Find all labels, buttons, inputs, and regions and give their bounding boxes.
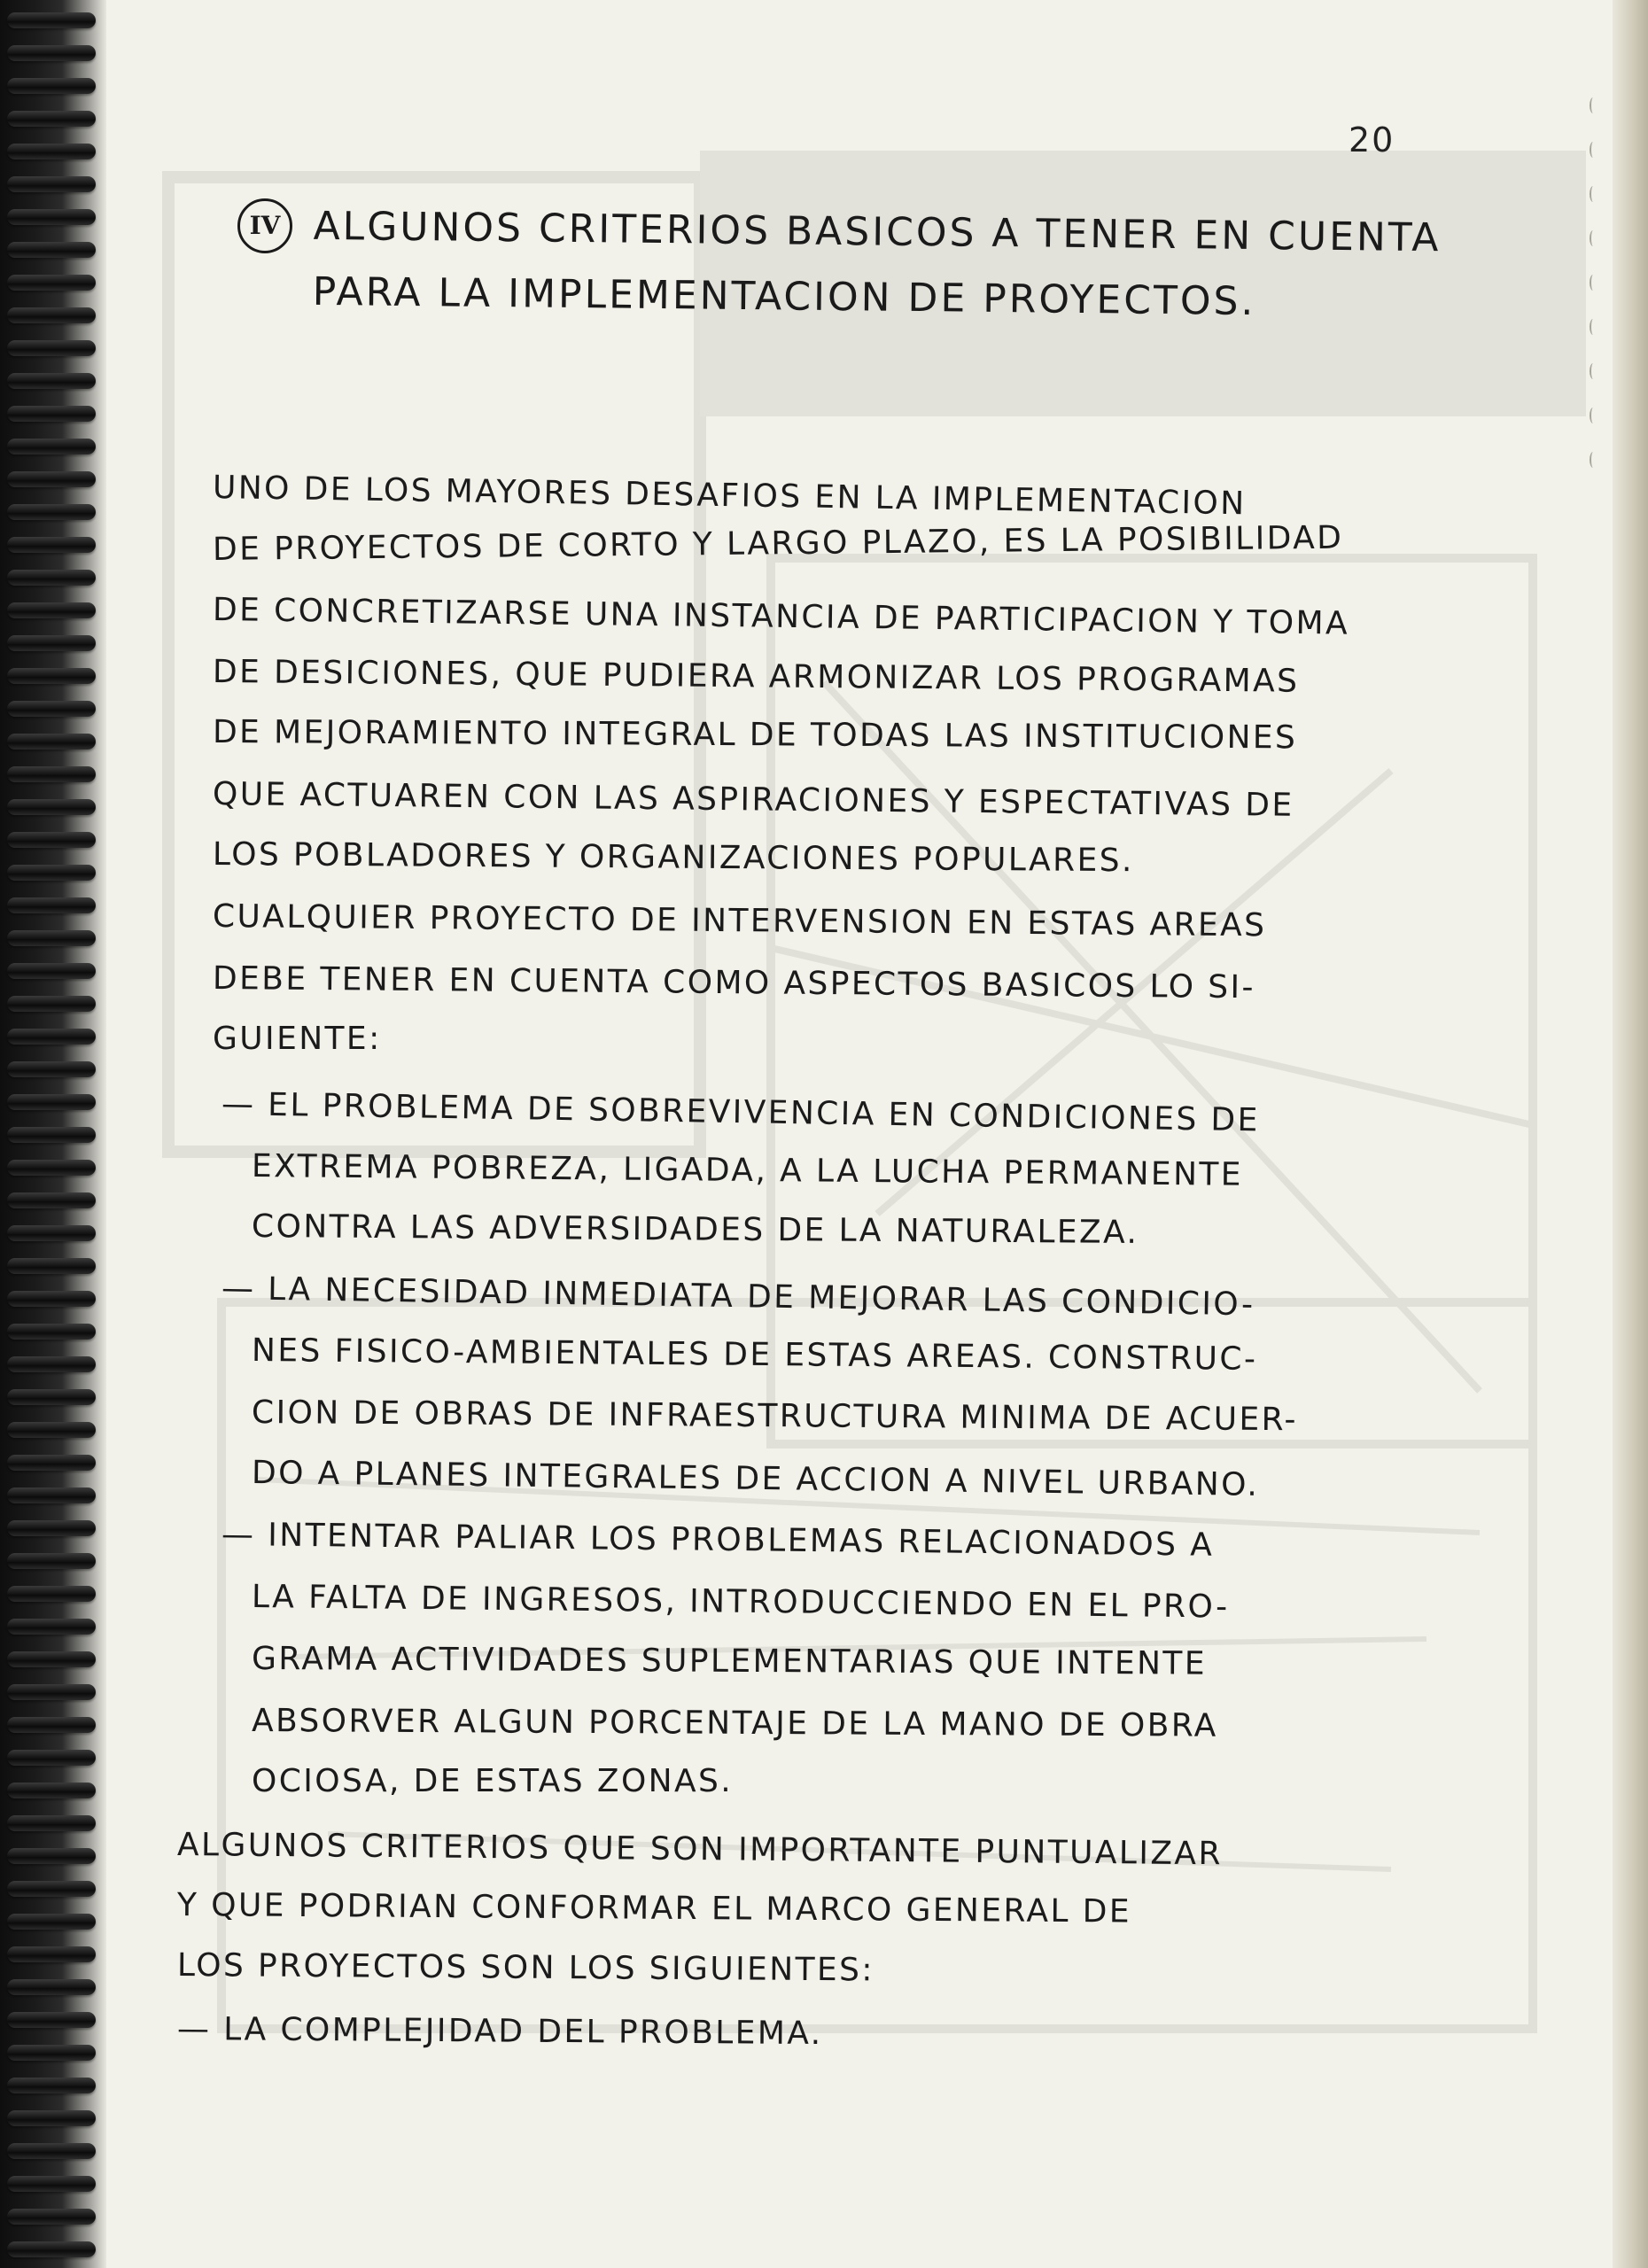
- edge-mark: [1590, 452, 1597, 468]
- spiral-ring: [7, 1356, 96, 1372]
- spiral-ring: [7, 1291, 96, 1307]
- spiral-ring: [7, 1061, 96, 1077]
- spiral-ring: [7, 1717, 96, 1733]
- spiral-ring: [7, 1094, 96, 1110]
- spiral-ring: [7, 45, 96, 61]
- spiral-ring: [7, 242, 96, 258]
- spiral-ring: [7, 78, 96, 94]
- spiral-ring: [7, 668, 96, 684]
- spiral-ring: [7, 340, 96, 356]
- list-item-line: DO A PLANES INTEGRALES DE ACCION A NIVEL URBANO.: [251, 1455, 1260, 1503]
- list-item-line: — EL PROBLEMA DE SOBREVIVENCIA EN CONDICIONES DE: [221, 1086, 1261, 1139]
- spiral-ring: [7, 766, 96, 782]
- spiral-ring: [7, 209, 96, 225]
- spiral-ring: [7, 1455, 96, 1471]
- section-title: ALGUNOS CRITERIOS BASICOS A TENER EN CUENTA PARA LA IMPLEMENTACION DE PROYECTOS.: [312, 203, 1442, 325]
- spiral-ring: [7, 406, 96, 422]
- spiral-ring: [7, 2241, 96, 2257]
- spiral-ring: [7, 2176, 96, 2192]
- section-numeral: IV: [237, 198, 292, 253]
- spiral-ring: [7, 1225, 96, 1241]
- edge-mark: [1590, 97, 1597, 113]
- spiral-ring: [7, 373, 96, 389]
- list-item-line: — INTENTAR PALIAR LOS PROBLEMAS RELACIONADOS A: [221, 1517, 1215, 1564]
- spiral-ring: [7, 1619, 96, 1635]
- edge-mark: [1590, 363, 1597, 379]
- spiral-ring: [7, 307, 96, 323]
- text-line: DE CONCRETIZARSE UNA INSTANCIA DE PARTICIPACION Y TOMA: [212, 592, 1350, 642]
- spiral-binding: [0, 0, 106, 2268]
- text-line: LOS POBLADORES Y ORGANIZACIONES POPULARES.: [212, 836, 1134, 880]
- spiral-ring: [7, 2078, 96, 2093]
- spiral-ring: [7, 996, 96, 1012]
- text-line: GUIENTE:: [213, 1021, 382, 1057]
- edge-mark: [1590, 408, 1597, 423]
- edge-mark: [1590, 186, 1597, 202]
- list-item-line: — LA COMPLEJIDAD DEL PROBLEMA.: [176, 2011, 823, 2053]
- spiral-ring: [7, 1684, 96, 1700]
- list-item-line: ABSORVER ALGUN PORCENTAJE DE LA MANO DE OBRA: [251, 1703, 1218, 1744]
- spiral-ring: [7, 897, 96, 913]
- spiral-ring: [7, 1127, 96, 1143]
- spiral-ring: [7, 1946, 96, 1962]
- text-line: ALGUNOS CRITERIOS QUE SON IMPORTANTE PUNTUALIZAR: [176, 1827, 1224, 1873]
- spiral-ring: [7, 12, 96, 28]
- spiral-ring: [7, 734, 96, 750]
- text-line: DE PROYECTOS DE CORTO Y LARGO PLAZO, ES LA POSIBILIDAD: [212, 519, 1344, 568]
- spiral-ring: [7, 111, 96, 127]
- spiral-ring: [7, 865, 96, 881]
- spiral-ring: [7, 504, 96, 520]
- edge-mark: [1590, 319, 1597, 335]
- list-item-line: CION DE OBRAS DE INFRAESTRUCTURA MINIMA DE ACUER-: [251, 1394, 1299, 1439]
- spiral-ring: [7, 1553, 96, 1569]
- list-item-line: NES FISICO-AMBIENTALES DE ESTAS AREAS. CONSTRUC-: [251, 1332, 1258, 1378]
- page-number: 20: [1349, 120, 1395, 159]
- spiral-ring: [7, 1520, 96, 1536]
- spiral-ring: [7, 144, 96, 159]
- spiral-ring: [7, 2045, 96, 2061]
- spiral-ring: [7, 2209, 96, 2225]
- spiral-ring: [7, 1979, 96, 1995]
- list-item-line: OCIOSA, DE ESTAS ZONAS.: [252, 1763, 734, 1799]
- list-item-line: LA FALTA DE INGRESOS, INTRODUCCIENDO EN EL PRO-: [251, 1579, 1230, 1626]
- spiral-ring: [7, 1881, 96, 1897]
- spiral-ring: [7, 471, 96, 487]
- spiral-ring: [7, 1029, 96, 1045]
- spiral-ring: [7, 832, 96, 848]
- spiral-ring: [7, 1422, 96, 1438]
- spiral-ring: [7, 439, 96, 454]
- spiral-ring: [7, 537, 96, 553]
- spiral-ring: [7, 2143, 96, 2159]
- spiral-ring: [7, 635, 96, 651]
- spiral-ring: [7, 1160, 96, 1176]
- spiral-ring: [7, 176, 96, 192]
- edge-mark: [1590, 230, 1597, 246]
- spiral-ring: [7, 1487, 96, 1503]
- spiral-ring: [7, 602, 96, 618]
- spiral-ring: [7, 570, 96, 586]
- text-line: UNO DE LOS MAYORES DESAFIOS EN LA IMPLEMENTACION: [212, 470, 1247, 523]
- list-item-line: — LA NECESIDAD INMEDIATA DE MEJORAR LAS CONDICIO-: [221, 1270, 1255, 1324]
- spiral-ring: [7, 275, 96, 291]
- spiral-ring: [7, 963, 96, 979]
- spiral-ring: [7, 2012, 96, 2028]
- spiral-ring: [7, 1914, 96, 1930]
- text-line: QUE ACTUAREN CON LAS ASPIRACIONES Y ESPECTATIVAS DE: [212, 776, 1294, 824]
- list-item-line: CONTRA LAS ADVERSIDADES DE LA NATURALEZA.: [251, 1208, 1139, 1251]
- spiral-ring: [7, 1324, 96, 1340]
- text-line: DE MEJORAMIENTO INTEGRAL DE TODAS LAS INSTITUCIONES: [212, 714, 1298, 757]
- page-edge: [1613, 0, 1648, 2268]
- section-heading: [239, 193, 1497, 324]
- list-item-line: EXTREMA POBREZA, LIGADA, A LA LUCHA PERMANENTE: [251, 1148, 1244, 1193]
- edge-mark: [1590, 275, 1597, 291]
- spiral-ring: [7, 1258, 96, 1274]
- spiral-ring: [7, 701, 96, 717]
- spiral-ring: [7, 1586, 96, 1602]
- text-line: Y QUE PODRIAN CONFORMAR EL MARCO GENERAL DE: [176, 1887, 1132, 1930]
- text-line: CUALQUIER PROYECTO DE INTERVENSION EN ESTAS AREAS: [212, 898, 1267, 944]
- edge-mark: [1590, 142, 1597, 158]
- spiral-ring: [7, 1192, 96, 1208]
- spiral-ring: [7, 1389, 96, 1405]
- spiral-ring: [7, 930, 96, 946]
- spiral-ring: [7, 1783, 96, 1798]
- text-line: LOS PROYECTOS SON LOS SIGUIENTES:: [176, 1947, 875, 1989]
- spiral-ring: [7, 1651, 96, 1667]
- spiral-ring: [7, 1815, 96, 1831]
- spiral-ring: [7, 1750, 96, 1766]
- spiral-ring: [7, 799, 96, 815]
- list-item-line: GRAMA ACTIVIDADES SUPLEMENTARIAS QUE INTENTE: [251, 1641, 1208, 1682]
- text-line: DEBE TENER EN CUENTA COMO ASPECTOS BASICOS LO SI-: [212, 960, 1256, 1006]
- spiral-ring: [7, 2110, 96, 2126]
- spiral-ring: [7, 1848, 96, 1864]
- text-line: DE DESICIONES, QUE PUDIERA ARMONIZAR LOS PROGRAMAS: [212, 654, 1300, 700]
